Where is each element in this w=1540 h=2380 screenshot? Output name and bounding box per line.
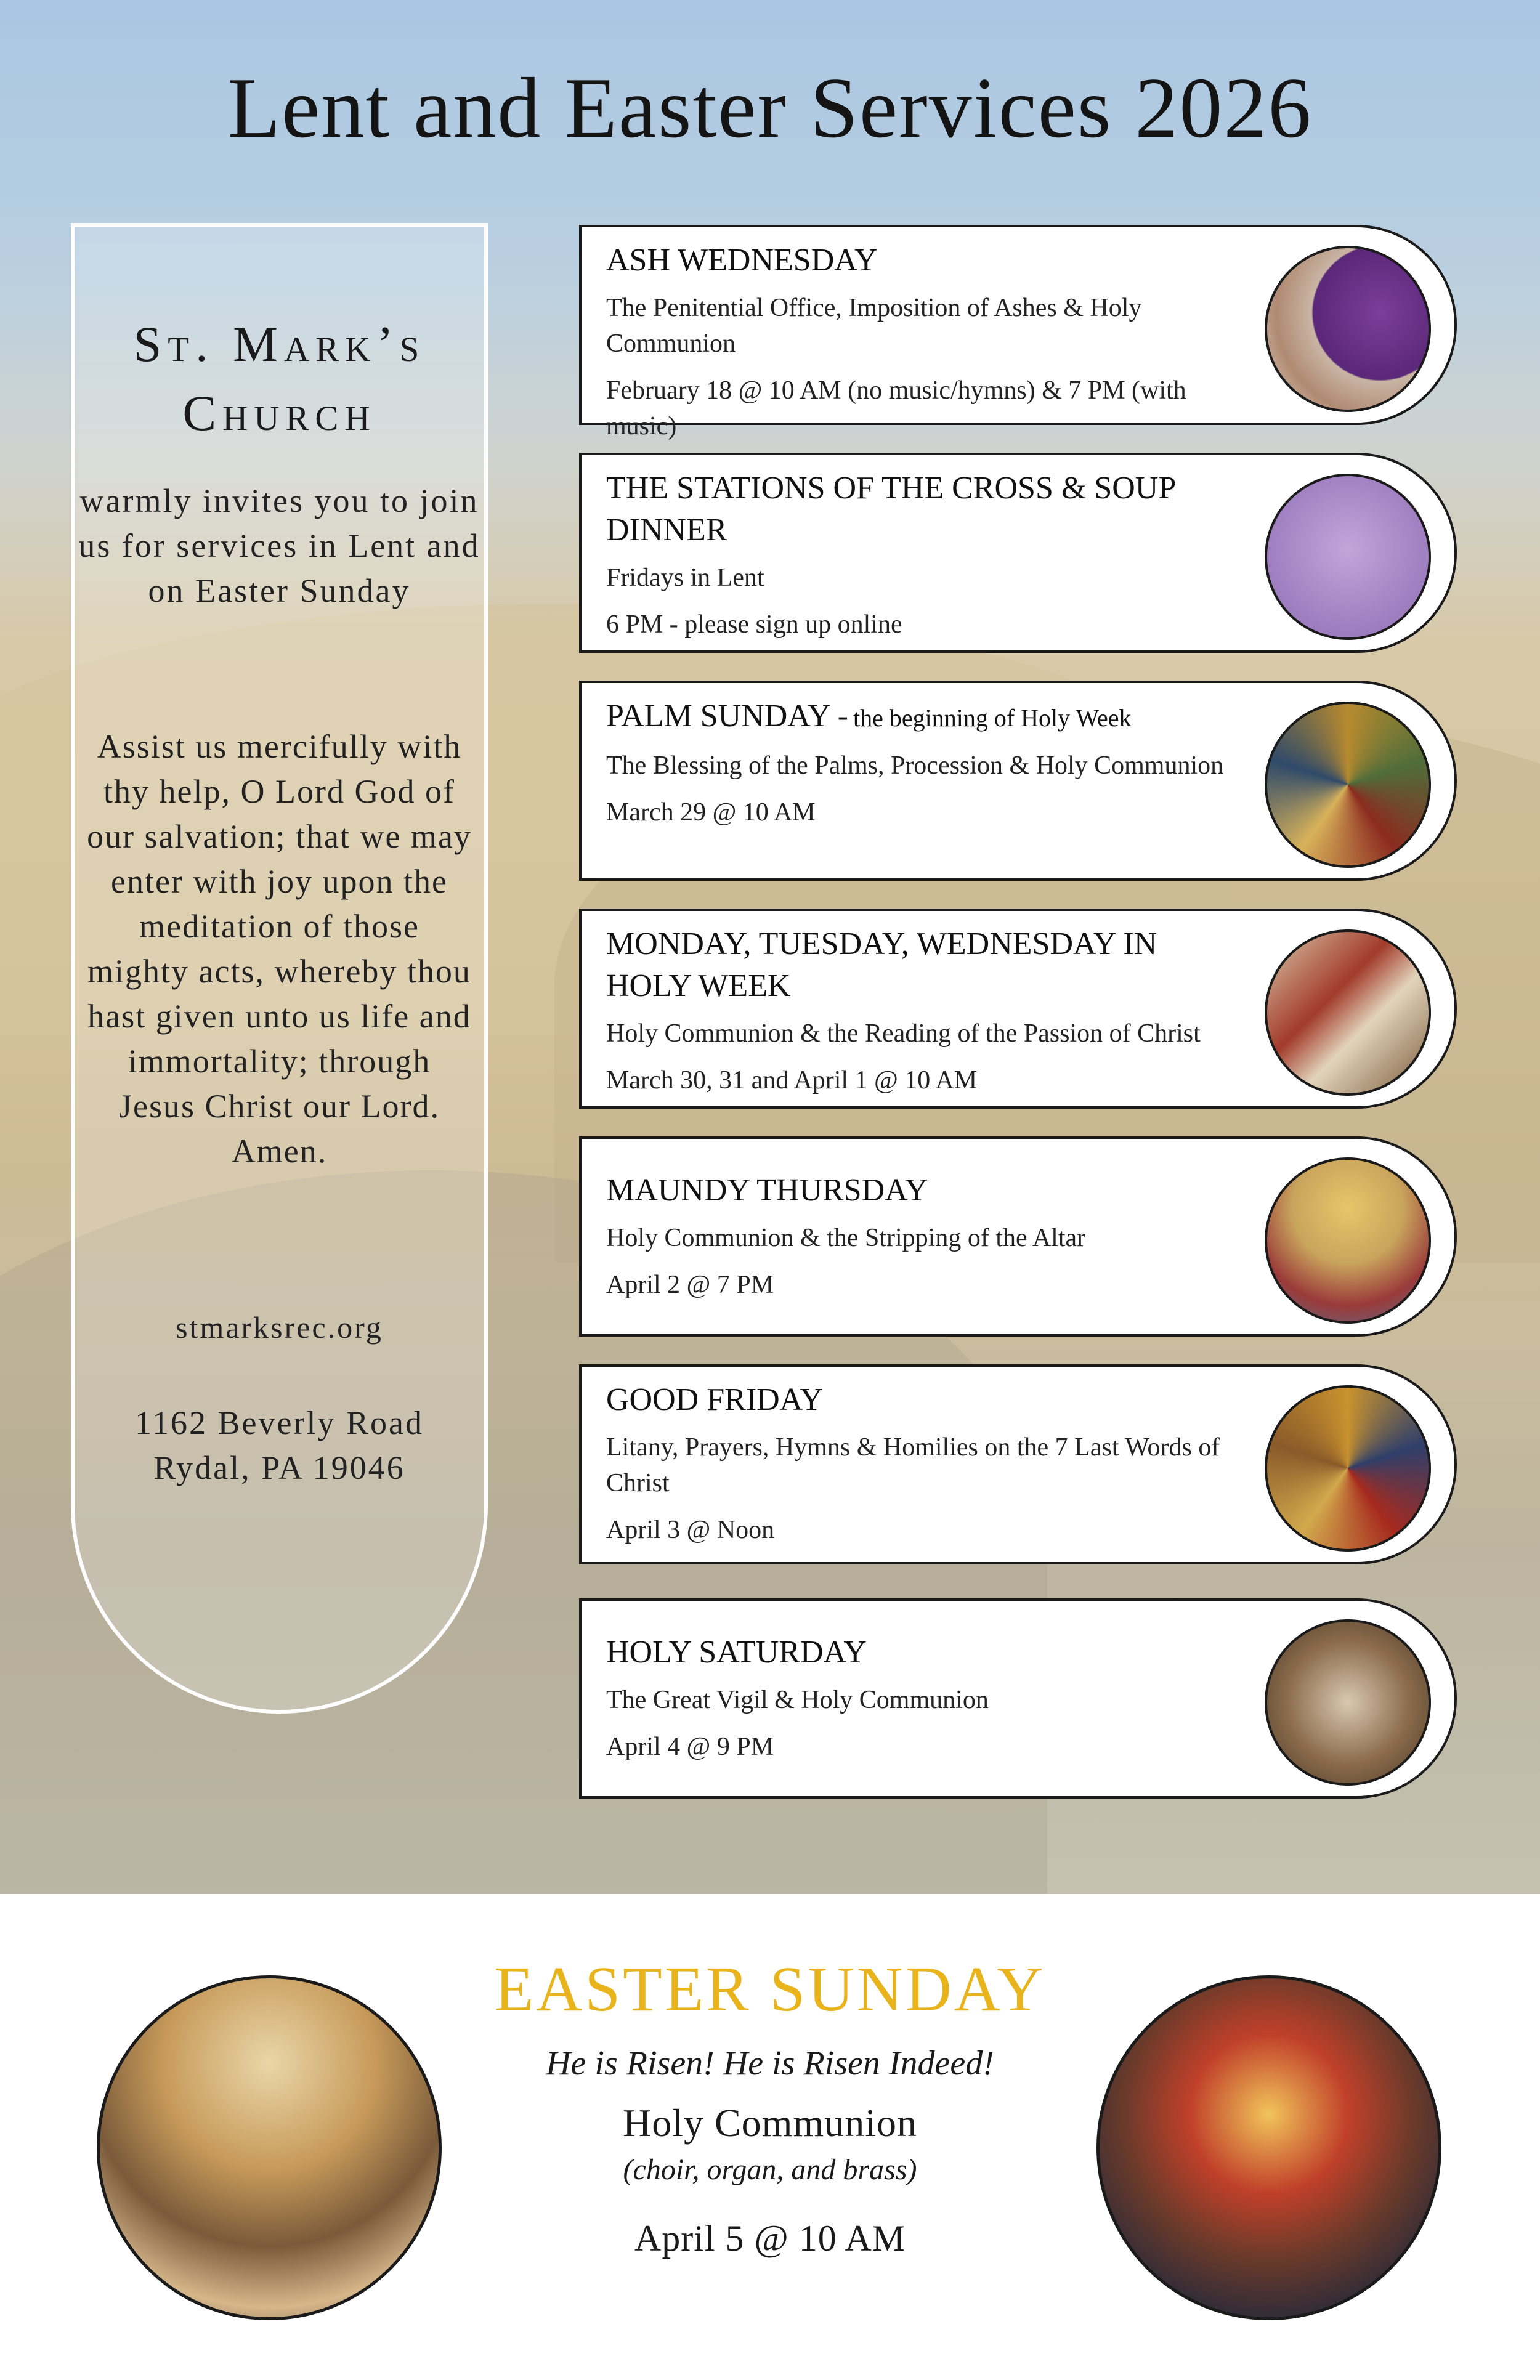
- service-description: Holy Communion & the Reading of the Passion of Christ: [606, 1019, 1201, 1048]
- service-time: February 18 @ 10 AM (no music/hymns) & 7 PM (with music): [606, 376, 1186, 440]
- service-title: HOLY SATURDAY: [606, 1635, 867, 1670]
- church-name-line2: Church: [182, 385, 376, 441]
- service-card-good-friday: [579, 1364, 1457, 1564]
- church-website[interactable]: stmarksrec.org: [176, 1310, 383, 1345]
- empty-tomb-fresco-image: [97, 1975, 442, 2320]
- service-subtitle: the beginning of Holy Week: [853, 704, 1132, 732]
- maundy-thursday-painting-image: [1265, 1157, 1431, 1324]
- service-time: March 30, 31 and April 1 @ 10 AM: [606, 1066, 978, 1095]
- crucifixion-painting-image: [1265, 1385, 1431, 1552]
- easter-time: April 5 @ 10 AM: [634, 2218, 906, 2259]
- service-title: GOOD FRIDAY: [606, 1382, 824, 1417]
- invitation-text: warmly invites you to join us for services in Lent and on Easter Sunday: [78, 482, 480, 609]
- ashes-imposition-image: [1265, 246, 1431, 412]
- church-name: [75, 310, 484, 448]
- address-line1: 1162 Beverly Road: [135, 1404, 424, 1441]
- service-description: Litany, Prayers, Hymns & Homilies on the 7 Last Words of Christ: [606, 1433, 1220, 1497]
- service-time: 6 PM - please sign up online: [606, 610, 902, 639]
- entombment-painting-image: [1265, 1619, 1431, 1786]
- easter-note: (choir, organ, and brass): [623, 2153, 917, 2186]
- church-address: [75, 1401, 484, 1491]
- service-time: April 2 @ 7 PM: [606, 1271, 774, 1299]
- service-description: Fridays in Lent: [606, 564, 764, 592]
- service-description: The Penitential Office, Imposition of Ashes & Holy Communion: [606, 294, 1142, 358]
- address-line2: Rydal, PA 19046: [153, 1449, 405, 1486]
- stations-of-the-cross-image: [1265, 474, 1431, 640]
- service-title: ASH WEDNESDAY: [606, 243, 878, 278]
- palm-sunday-mosaic-image: [1265, 702, 1431, 868]
- easter-service: Holy Communion: [622, 2101, 918, 2145]
- collect-prayer: Assist us mercifully with thy help, O Lord God of our salvation; that we may enter with joy upon the meditation of those mighty acts, whereby thou hast given unto us life and immortality; through Jesus Christ our Lord. Amen.: [87, 728, 472, 1170]
- church-invitation-panel: [71, 223, 488, 1714]
- service-description: The Blessing of the Palms, Procession & Holy Communion: [606, 751, 1224, 780]
- service-title: MONDAY, TUESDAY, WEDNESDAY IN HOLY WEEK: [606, 926, 1157, 1003]
- service-card-palm-sunday: [579, 681, 1457, 881]
- service-card-holy-saturday: [579, 1598, 1457, 1799]
- service-title: [606, 695, 1247, 739]
- service-title-main: PALM SUNDAY -: [606, 698, 848, 734]
- service-card-maundy-thursday: [579, 1136, 1457, 1337]
- service-card-ash-wednesday: [579, 225, 1457, 440]
- easter-tagline: He is Risen! He is Risen Indeed!: [546, 2044, 994, 2082]
- service-time: April 3 @ Noon: [606, 1516, 775, 1544]
- service-title: MAUNDY THURSDAY: [606, 1173, 928, 1208]
- easter-title: EASTER SUNDAY: [494, 1954, 1046, 2025]
- page-title: Lent and Easter Services 2026: [227, 60, 1313, 156]
- service-time: March 29 @ 10 AM: [606, 798, 816, 827]
- service-card-stations-of-the-cross: [579, 453, 1457, 653]
- service-description: Holy Communion & the Stripping of the Altar: [606, 1224, 1086, 1252]
- resurrection-painting-image: [1096, 1975, 1441, 2320]
- service-time: April 4 @ 9 PM: [606, 1733, 774, 1761]
- church-name-line1: St. Mark’s: [133, 316, 426, 372]
- service-description: The Great Vigil & Holy Communion: [606, 1686, 989, 1714]
- service-card-holy-week-weekdays: [579, 909, 1457, 1109]
- passion-painting-image: [1265, 929, 1431, 1096]
- service-title: THE STATIONS OF THE CROSS & SOUP DINNER: [606, 471, 1175, 548]
